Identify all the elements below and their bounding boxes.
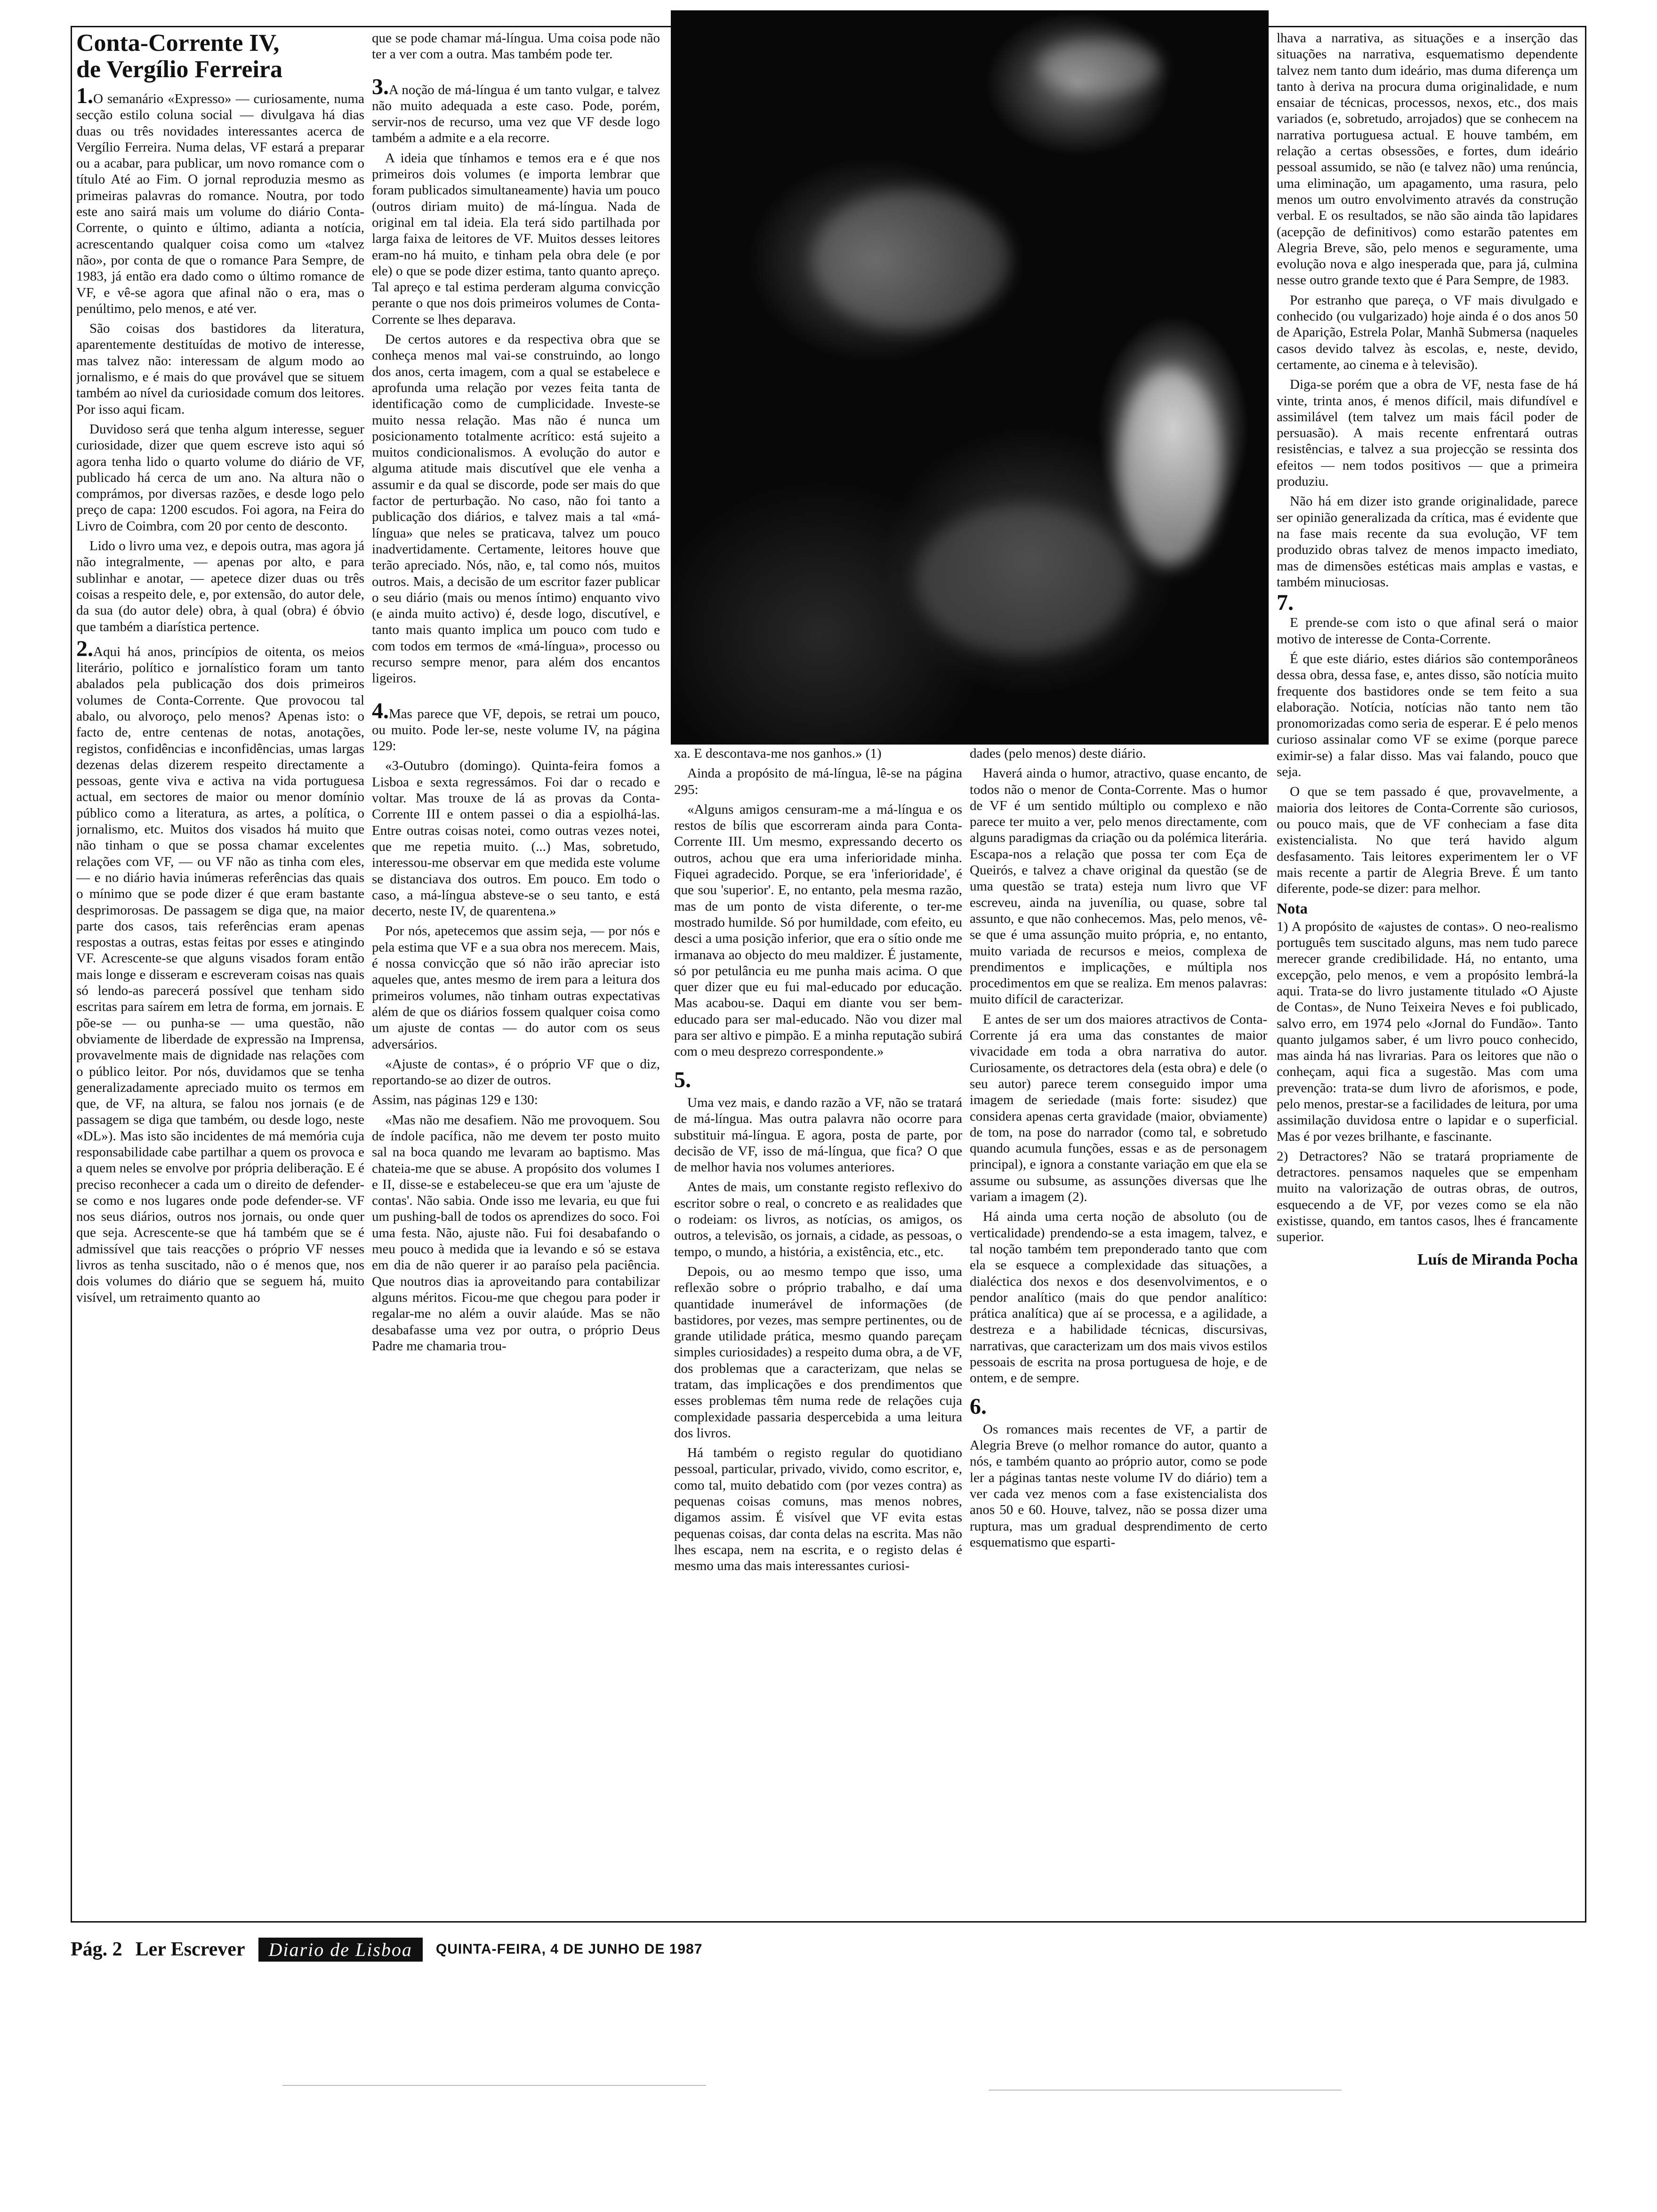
paragraph: Ainda a propósito de má-língua, lê-se na página 295: — [674, 766, 962, 797]
title-line-1: Conta-Corrente IV, — [76, 30, 280, 56]
paragraph: O que se tem passado é que, provavelmente, a maioria dos leitores de Conta-Corrente são curiosos, ou pouco mais, que de VF conheciam a fase dita existencialista. No que terá havido algum desfasamento. Tais leitores experimentem ler o VF mais recente a partir de Alegria Breve. É um tanto diferente, pode-se dizer: para melhor. — [1277, 784, 1578, 897]
section-number-6: 6. — [970, 1394, 987, 1419]
paragraph: Antes de mais, um constante registo reflexivo do escritor sobre o real, o concreto e as realidades que o rodeiam: os livros, as notícias, os amigos, os outros, a televisão, os jornais, a cidade, as pessoas, o tempo, o mundo, a história, a existência, etc., etc. — [674, 1179, 962, 1259]
column-5 — [1277, 30, 1578, 1917]
section-number-1: 1. — [76, 83, 93, 108]
paragraph: 2.Aqui há anos, princípios de oitenta, os meios literário, político e jornalístico foram um tanto abalados pela publicação dos dois primeiros volumes de Conta-Corrente. Que provocou tal abalo, ou alvoroço, pelo menos? Apenas isto: o facto de, entre centenas de notas, anotações, registos, confidências e inconfidências, umas largas dezenas delas dizerem respeito directamente a pessoas, gente viva e activa na vida portuguesa actual, em sectores de maior ou menor domínio público como a literatura, as artes, a política, o jornalismo, etc. Muitos dos visados há muito que não tinham o que se possa chamar excelentes relações com VF, — ou VF não as tinha com eles, — e no diário havia inúmeras referências das quais o mínimo que se pode dizer é que eram bastante desprimorosas. De passagem se diga que, na maior parte dos casos, tais referências eram apenas respostas a outras, estas feitas por esses e atingindo VF. Acrescente-se que alguns visados foram então mais longe e disseram e escreveram coisas nas quais só lendo-as parecerá possível que tenham sido escritas para saírem em letra de forma, em jornais. E põe-se — ou punha-se — uma questão, não obviamente de liberdade de expressão na Imprensa, provavelmente mais de dignidade nas relações com o público leitor. Por nós, duvidamos que se tenha generalizadamente apreciado muito os termos em que, de VF, na altura, se falou nos jornais (e de passagem se diga que também, ou desde logo, neste «DL»). Mas isto são incidentes de má memória cuja responsabilidade cabe partilhar a quem os provoca e a quem neles se envolve por própria deliberação. E é preciso reconhecer a cada um o direito de defender-se como e nos lugares onde pode defender-se. VF nos seus diários, outros nos jornais, ou onde quer que seja. Acrescente-se que há também que se é admissível que tais reacções o próprio VF nesses livros as tenha suscitado, não o é menos que, nos dois volumes do diário que se seguem há, muito visível, um retraimento quanto ao — [76, 636, 364, 1305]
section-number-4: 4. — [372, 698, 389, 723]
paragraph: xa. E descontava-me nos ganhos.» (1) — [674, 746, 882, 761]
paragraph: Uma vez mais, e dando razão a VF, não se tratará de má-língua. Mas outra palavra não ocorre para substituir má-língua. E agora, posta de parte, por decisão de VF, isso de má-língua, que fica? O que de melhor havia nos volumes anteriores. — [674, 1095, 962, 1175]
paragraph: 1.O semanário «Expresso» — curiosamente, numa secção estilo coluna social — divulgava há dias duas ou três novidades interessantes acerca de Vergílio Ferreira. Numa delas, VF estará a preparar ou a acabar, para publicar, um novo romance com o título Até ao Fim. O jornal reproduzia mesmo as primeiras palavras do romance. Noutra, por todo este ano sairá mais um volume do diário Conta-Corrente, o quinto e último, adianta a notícia, acrescentando qualquer coisa como um «talvez não», por conta de que o romance Para Sempre, de 1983, já então era dado como o último romance de VF, e vê-se agora que afinal não o era, mas o penúltimo, pelo menos, e até ver. — [76, 83, 364, 316]
paragraph: E antes de ser um dos maiores atractivos de Conta-Corrente já era uma das constantes de maior vivacidade em toda a obra narrativa do autor. Curiosamente, os detractores dela (esta obra) e dele (o seu autor) parece terem conseguido impor uma imagem de seriedade (mais forte: sisudez) que considera apenas certa gravidade (maior, obviamente) de tom, na pose do narrador (como tal, e sobretudo quando acumula funções, essas e as de personagem principal), e ignora a constante variação em que ela se assume ou subsume, as assunções diversas que lhe variam a imagem (2). — [970, 1011, 1267, 1205]
paragraph: Os romances mais recentes de VF, a partir de Alegria Breve (o melhor romance do autor, quanto a nós, e também quanto ao próprio autor, como se pode ler a páginas tantas neste volume IV do diário) tem a ver cada vez menos com a fase existencialista dos anos 50 e 60. Houve, talvez, não se possa dizer uma ruptura, mas um gradual desprendimento de certo esquematismo que esparti- — [970, 1421, 1267, 1550]
paragraph: Por estranho que pareça, o VF mais divulgado e conhecido (ou vulgarizado) hoje ainda é o dos anos 50 de Aparição, Estrela Polar, Manhã Submersa (naqueles casos devido talvez às escolas, e, neste, devido, certamente, ao cinema e à televisão). — [1277, 292, 1578, 372]
section-number-5: 5. — [674, 1067, 691, 1092]
section-number-2: 2. — [76, 636, 93, 661]
paragraph: São coisas dos bastidores da literatura, aparentemente destituídas de motivo de interesse, mas talvez não: interessam de algum modo ao jornalismo, e é mais do que provável que se situem também ao nível da curiosidade comum dos leitores. Por isso aqui ficam. — [76, 321, 364, 417]
paragraph: 4.Mas parece que VF, depois, se retrai um pouco, ou muito. Pode ler-se, neste volume IV, na página 129: — [372, 698, 660, 754]
column-3 — [674, 745, 962, 1917]
scan-artifact-line — [282, 2085, 706, 2086]
paragraph: Haverá ainda o humor, atractivo, quase encanto, de todos não o menor de Conta-Corrente. Mas o humor de VF é um sentido múltiplo ou complexo e não parece ter muito a ver, pelo menos directamente, com alguns paradigmas da criação ou da polémica literária. Escapa-nos a relação que possa ter com Eça de Queirós, e talvez a chave original da questão (se de uma questão se trata) esteja num livro que VF escreveu, ainda na juvenília, ou quase, sobre tal assunto, e que não conhecemos. Mas, pelo menos, vê-se que é uma assunção muito própria, e, no entanto, muito variada de recursos e meios, complexa de prendimentos e implicações, e múltipla nos procedimentos em que se realiza. Em menos palavras: muito difícil de caracterizar. — [970, 766, 1267, 1007]
footnote-1: 1) A propósito de «ajustes de contas». O neo-realismo português tem suscitado alguns, mas nem tudo parece merecer grande credibilidade. Há, no entanto, uma excepção, pelo menos, e vem a propósito lembrá-la aqui. Trata-se do livro justamente titulado «O Ajuste de Contas», de Nuno Teixeira Neves e foi publicado, salvo erro, em 1974 pelo «Jornal do Fundão». Tanto quanto julgamos saber, é um livro pouco conhecido, mas ainda há nas livrarias. Para os leitores que não o conheçam, aqui fica a sugestão. Mas com uma prevenção: trata-se dum livro de aforismos, e pode, pelo menos, prestar-se a facilidades de leitura, por uma assimilação duvidosa entre o lapidar e o superficial. Mas é por vezes brilhante, e fascinante. — [1277, 919, 1578, 1144]
issue-date: QUINTA-FEIRA, 4 DE JUNHO DE 1987 — [435, 1941, 703, 1957]
paragraph: que se pode chamar má-língua. Uma coisa pode não ter a ver com a outra. Mas também pode ter. — [372, 31, 660, 62]
article-photo — [671, 10, 1269, 745]
quote: «Alguns amigos censuram-me a má-língua e os restos de bílis que escorreram ainda para Conta-Corrente III. Um mesmo, expressando decerto os outros, achou que era uma inferioridade minha. Fiquei agradecido. Porque, se era 'inferioridade', é que sou 'superior'. E, no entanto, pela mesma razão, mas de um ponto de vista diferente, o ter-me mostrado humilde. Só por humildade, com efeito, eu desci a uma posição inferior, que era o sítio onde me irmanava ao objecto do meu maldizer. É justamente, só por petulância eu me punha mais acima. O que quer dizer que eu fui mal-educado por educação. Mas acabou-se. Daqui em diante vou ser bem-educado para ser mal-educado. Não vou dizer mal para ser altivo e pimpão. E a minha reputação subirá com o meu desprezo correspondente.» — [674, 801, 962, 1059]
article-title — [76, 30, 364, 83]
newspaper-masthead: Diario de Lisboa — [258, 1938, 423, 1962]
paragraph: Por nós, apetecemos que assim seja, — por nós e pela estima que VF e a sua obra nos merecem. Mais, é nossa convicção que só não irão apreciar isto aqueles que, antes mesmo de irem para a leitura dos primeiros volumes, não tinham outras expectativas além de que os diários fossem qualquer coisa como um ajuste de contas — do autor com os seus adversários. — [372, 923, 660, 1052]
author-signature: Luís de Miranda Pocha — [1417, 1250, 1578, 1268]
section-number-3: 3. — [372, 74, 389, 99]
paragraph: Lido o livro uma vez, e depois outra, mas agora já não integralmente, — apenas por alto, e para sublinhar e anotar, — apetece dizer duas ou três coisas a respeito dele, e, por extensão, do autor dele, da sua (do autor dele) obra, à qual (obra) é óbvio que também a diarística pertence. — [76, 538, 364, 634]
title-line-2: de Vergílio Ferreira — [76, 56, 283, 83]
notes-heading: Nota — [1277, 900, 1308, 917]
paragraph: É que este diário, estes diários são contemporâneos dessa obra, dessa fase, e, antes disso, são notícia muito frequente dos bastidores onde se tem feito a sua elaboração. Notícia, notícias não tanto nem tão pronomorizadas como seria de esperar. E é pelo menos curioso assinalar como VF se exime (porque parece eximir-se) a falar disso. Mas vai falando, pouco que seja. — [1277, 651, 1578, 780]
footnote-2: 2) Detractores? Não se tratará propriamente de detractores. pensamos naqueles que se empenham muito na valorização de outras obras, de outros, esquecendo a de VF, por vezes como se ela não existisse, quando, em tantos casos, lhes é francamente superior. — [1277, 1148, 1578, 1245]
paragraph: Depois, ou ao mesmo tempo que isso, uma reflexão sobre o próprio trabalho, e daí uma quantidade inumerável de informações (de bastidores, por vezes, mas sempre pertinentes, ou de grande utilidade prática, mesmo quando pareçam simples curiosidades) a respeito duma obra, a de VF, dos problemas que a caracterizam, que nelas se tratam, das implicações e dos prendimentos que esses problemas têm numa rede de relações cuja complexidade passaria despercebida a uma leitura dos livros. — [674, 1264, 962, 1441]
quote: «Mas não me desafiem. Não me provoquem. Sou de índole pacífica, não me devem ter posto muito sal na boca quando me levaram ao baptismo. Mas chateia-me que se abuse. A propósito dos volumes I e II, disse-se e estabeleceu-se que era um 'ajuste de contas'. Não sabia. Onde isso me levaria, eu que fui um pushing-ball de todos os aprendizes do soco. Foi uma festa. Não, ajuste não. Fui foi desabafando o meu pouco à medida que ia levando e só se estava em dia de não querer ir ao paraíso pela paciência. Que noutros dias ia aproveitando para contabilizar alguns méritos. Ficou-me que chegou para poder ir regalar-me no além a ouvir alaúde. Mas se não desabafasse uma vez por outra, o próprio Deus Padre me chamaria trou- — [372, 1112, 660, 1354]
page-number: Pág. 2 — [71, 1939, 122, 1960]
paragraph: «Ajuste de contas», é o próprio VF que o diz, reportando-se ao dizer de outros. — [372, 1056, 660, 1088]
column-1 — [76, 30, 364, 1917]
section-name: Ler Escrever — [135, 1939, 245, 1960]
paragraph: dades (pelo menos) deste diário. — [970, 746, 1146, 761]
paragraph: 3.A noção de má-língua é um tanto vulgar, e talvez não muito adequada a este caso. Pode, porém, servir-nos de recurso, uma vez que VF desde logo também a admite e a ela recorre. — [372, 74, 660, 146]
paragraph: Há ainda uma certa noção de absoluto (ou de verticalidade) prendendo-se a esta imagem, talvez, e tal noção também tem preponderado tanto que com ela se esquece a complexidade das situações, a dialéctica dos nexos e dos desenvolvimentos, e o pendor analítico (mais do que pendor analítico: prática analítica) que aí se processa, e a agilidade, a destreza e a habilidade técnicas, discursivas, narrativas, que caracterizam um dos mais vivos estilos pessoais de escrita na prosa portuguesa de hoje, e de ontem, e de sempre. — [970, 1209, 1267, 1386]
paragraph: Duvidoso será que tenha algum interesse, seguer curiosidade, dizer que quem escreve isto aqui só agora tenha lido o quarto volume do diário de VF, publicado há cerca de um ano. Na altura não o comprámos, por diversas razões, e desde logo pelo preço de capa: 1200 escudos. Foi agora, na Feira do Livro de Coimbra, com 20 por cento de desconto. — [76, 421, 364, 534]
quote: «3-Outubro (domingo). Quinta-feira fomos a Lisboa e sexta regressámos. Foi dar o recado e voltar. Mas trouxe de lá as provas da Conta-Corrente III e ontem passei o dia a espiolhá-las. Entre outras coisas notei, como outras vezes notei, que me repetia muito. (...) Mas, sobretudo, interessou-me observar em que medida este volume se distanciava dos outros. Em pouco. Em todo o caso, a má-língua absteve-se o seu tanto, e está decerto, neste IV, de quarentena.» — [372, 758, 660, 919]
scan-artifact-line — [989, 2090, 1342, 2091]
paragraph: E prende-se com isto o que afinal será o maior motivo de interesse de Conta-Corrente. — [1277, 615, 1578, 647]
paragraph: lhava a narrativa, as situações e a inserção das situações na narrativa, esquematismo dependente talvez nem tanto dum ideário, mas duma diferença um tanto à deriva na procura duma originalidade, e num ensaiar de técnicas, processos, nexos, etc., dos mais variados (e, sobretudo, arrojados) que se conhecem na narrativa portuguesa actual. E houve também, em relação a certas obsessões, e fortes, dum ideário pessoal assumido, se não (e talvez não) uma renúncia, uma eliminação, um apagamento, uma rasura, pelo menos um outro envolvimento através da construção verbal. E os resultados, se não são ainda tão lapidares (acepção de definitivos) como estarão patentes em Alegria Breve, são, pelo menos e seguramente, uma evolução nova e algo inesperada que, para já, culmina nesse outro grande texto que é Para Sempre, de 1983. — [1277, 31, 1578, 288]
page-footer — [71, 1935, 702, 1964]
paragraph: A ideia que tínhamos e temos era e é que nos primeiros dois volumes (e importa lembrar que foram publicados simultaneamente) havia um pouco (outros diriam muito) de má-língua. Nada de original em tal ideia. Ela terá sido partilhada por larga faixa de leitores de VF. Muitos desses leitores eram-no há muito, e tinham pela obra dele (e por ele) o que se pode dizer estima, tanto quanto apreço. Tal apreço e tal estima perderam alguma convicção perante o que nos dois primeiros volumes de Conta-Corrente se lhes deparava. — [372, 150, 660, 327]
paragraph: Não há em dizer isto grande originalidade, parece ser opinião generalizada da crítica, mas é evidente que na fase mais recente da sua evolução, VF tem produzido obras talvez de menos impacto imediato, mas de dimensões estéticas mais amplas e vastas, e também minuciosas. — [1277, 494, 1578, 590]
column-4 — [970, 745, 1267, 1917]
section-number-7: 7. — [1277, 590, 1294, 616]
paragraph: Há também o registo regular do quotidiano pessoal, particular, privado, vivido, como escritor, e, como tal, muito debatido com (por vezes contra) as pequenas coisas comuns, mas menos nobres, digamos assim. É visível que VF evita estas pequenas coisas, dar conta delas na escrita. Mas não lhes escapa, nem na escrita, e o registo delas é mesmo uma das mais interessantes curiosi- — [674, 1445, 962, 1574]
paragraph: Diga-se porém que a obra de VF, nesta fase de há vinte, trinta anos, é menos difícil, mais difundível e assimilável (tem talvez um mais fácil poder de persuasão). A mais recente enfrentará outras resistências, e talvez a sua projecção se ressinta dos efeitos — nem todos positivos — que a primeira produziu. — [1277, 377, 1578, 489]
column-2 — [372, 30, 660, 1917]
paragraph: Assim, nas páginas 129 e 130: — [372, 1092, 538, 1108]
paragraph: De certos autores e da respectiva obra que se conheça menos mal vai-se construindo, ao longo dos anos, certa imagem, com a qual se estabelece e aprofunda uma relação por vezes feita tanta de identificação como de cumplicidade. Investe-se muito nessa relação. Mas não é nunca um posicionamento totalmente acrítico: está sujeito a muitos condicionalismos. A evolução do autor e alguma atitude mais discutível que ele venha a assumir e da qual se discorde, pode ser mais do que factor de perturbação. No caso, não foi tanto a publicação dos diários, e talvez mais a tal «má-língua» que neles se praticava, talvez um pouco inadvertidamente. Certamente, leitores houve que terão apreciado. Nós, não, e, tal como nós, muitos outros. Mais, a decisão de um escritor fazer publicar o seu diário (mais ou menos íntimo) enquanto vivo (e ainda muito activo) é, desde logo, discutível, e tanto mais quanto implica um pouco com tudo e com todos em termos de «má-língua», processo ou recurso sempre menor, para além dos encantos ligeiros. — [372, 332, 660, 686]
